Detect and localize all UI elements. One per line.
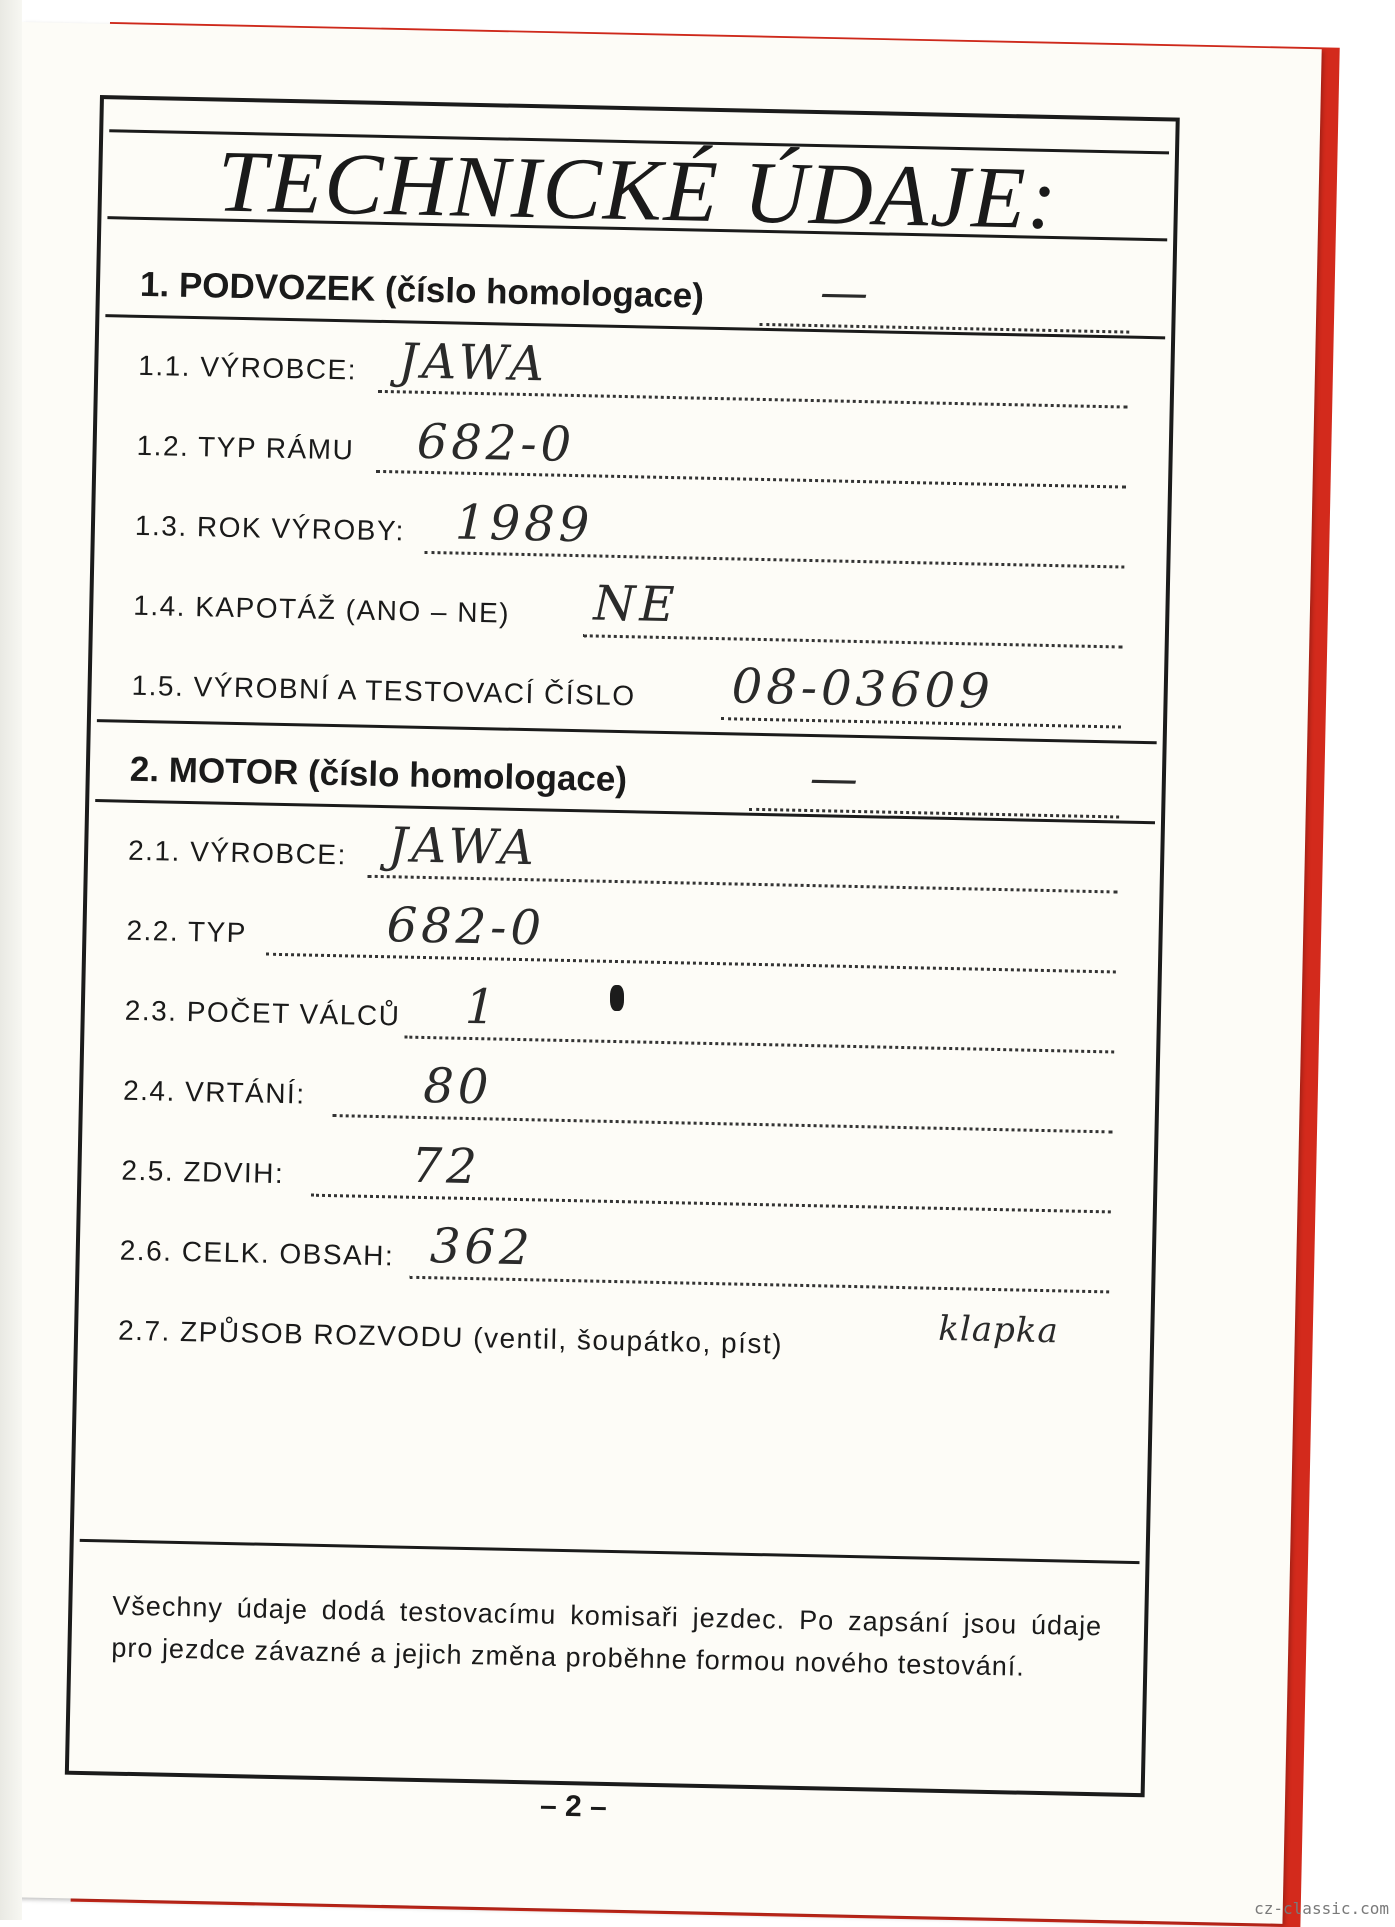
divider (95, 799, 1155, 824)
row-1-3-dotline (424, 551, 1124, 569)
section-2-title: 2. MOTOR (129, 749, 299, 793)
page-number: – 2 – (539, 1789, 608, 1824)
row-1-1-value: JAWA (397, 333, 549, 393)
row-2-6-label: 2.6. CELK. OBSAH: (119, 1234, 395, 1272)
row-1-4-label: 1.4. KAPOTÁŽ (ANO – NE) (132, 589, 511, 629)
row-2-4-label: 2.4. VRTÁNÍ: (122, 1074, 306, 1110)
section-2-heading (129, 750, 627, 800)
row-1-1-label: 1.1. VÝROBCE: (138, 349, 358, 386)
row-2-1-label: 2.1. VÝROBCE: (127, 834, 348, 871)
row-2-5-label: 2.5. ZDVIH: (121, 1154, 285, 1190)
row-2-2-dotline (266, 953, 1116, 974)
row-1-2-label: 1.2. TYP RÁMU (136, 429, 355, 466)
row-1-4-value: NE (592, 575, 680, 634)
row-1-2-dotline (376, 470, 1126, 489)
row-2-7-label: 2.7. ZPŮSOB ROZVODU (ventil, šoupátko, píst) (117, 1314, 784, 1360)
divider (105, 314, 1165, 339)
section-1-heading (140, 265, 705, 317)
row-2-2-label: 2.2. TYP (126, 914, 248, 949)
left-page-edge (0, 0, 22, 1920)
row-1-4-dotline (583, 634, 1123, 648)
section-1-paren: (číslo homologace) (384, 270, 705, 316)
section-1-value: — (819, 264, 873, 322)
row-2-2-value: 682-0 (386, 897, 546, 957)
row-1-1-dotline (378, 390, 1128, 409)
row-2-4-dotline (333, 1114, 1113, 1133)
row-1-3-label: 1.3. ROK VÝROBY: (134, 509, 406, 547)
section-1-title: 1. PODVOZEK (139, 264, 376, 309)
row-2-7-value: klapka (937, 1308, 1060, 1352)
note-divider (80, 1539, 1140, 1564)
section-2-paren: (číslo homologace) (307, 753, 628, 800)
note-text: Všechny údaje dodá testovacímu komisaři jezdec. Po zapsání jsou údaje pro jezdce závazné a jejich změna proběhne formou nového testování. (111, 1590, 1103, 1682)
row-2-1-value: JAWA (387, 817, 539, 877)
page-title: TECHNICKÉ ÚDAJE: (216, 133, 1060, 249)
row-1-2-value: 682-0 (416, 413, 576, 474)
row-2-5-value: 72 (411, 1137, 482, 1196)
row-2-3-label: 2.3. POČET VÁLCŮ (124, 994, 401, 1032)
ink-blot (610, 985, 624, 1011)
row-1-5-dotline (721, 717, 1121, 728)
row-1-5-label: 1.5. VÝROBNÍ A TESTOVACÍ ČÍSLO (131, 669, 636, 712)
row-1-3-value: 1989 (454, 494, 594, 554)
technical-data-form (65, 95, 1180, 1797)
watermark: cz-classic.com (1254, 1899, 1389, 1918)
section-2-value: — (809, 750, 863, 808)
title-box (107, 129, 1169, 249)
row-1-5-value: 08-03609 (731, 658, 995, 720)
row-2-3-value: 1 (464, 978, 501, 1036)
row-2-4-value: 80 (422, 1057, 493, 1116)
row-2-6-value: 362 (429, 1218, 535, 1277)
row-2-6-dotline (409, 1276, 1109, 1294)
row-2-3-dotline (404, 1036, 1114, 1054)
row-2-1-dotline (368, 875, 1118, 894)
row-2-5-dotline (311, 1194, 1111, 1214)
